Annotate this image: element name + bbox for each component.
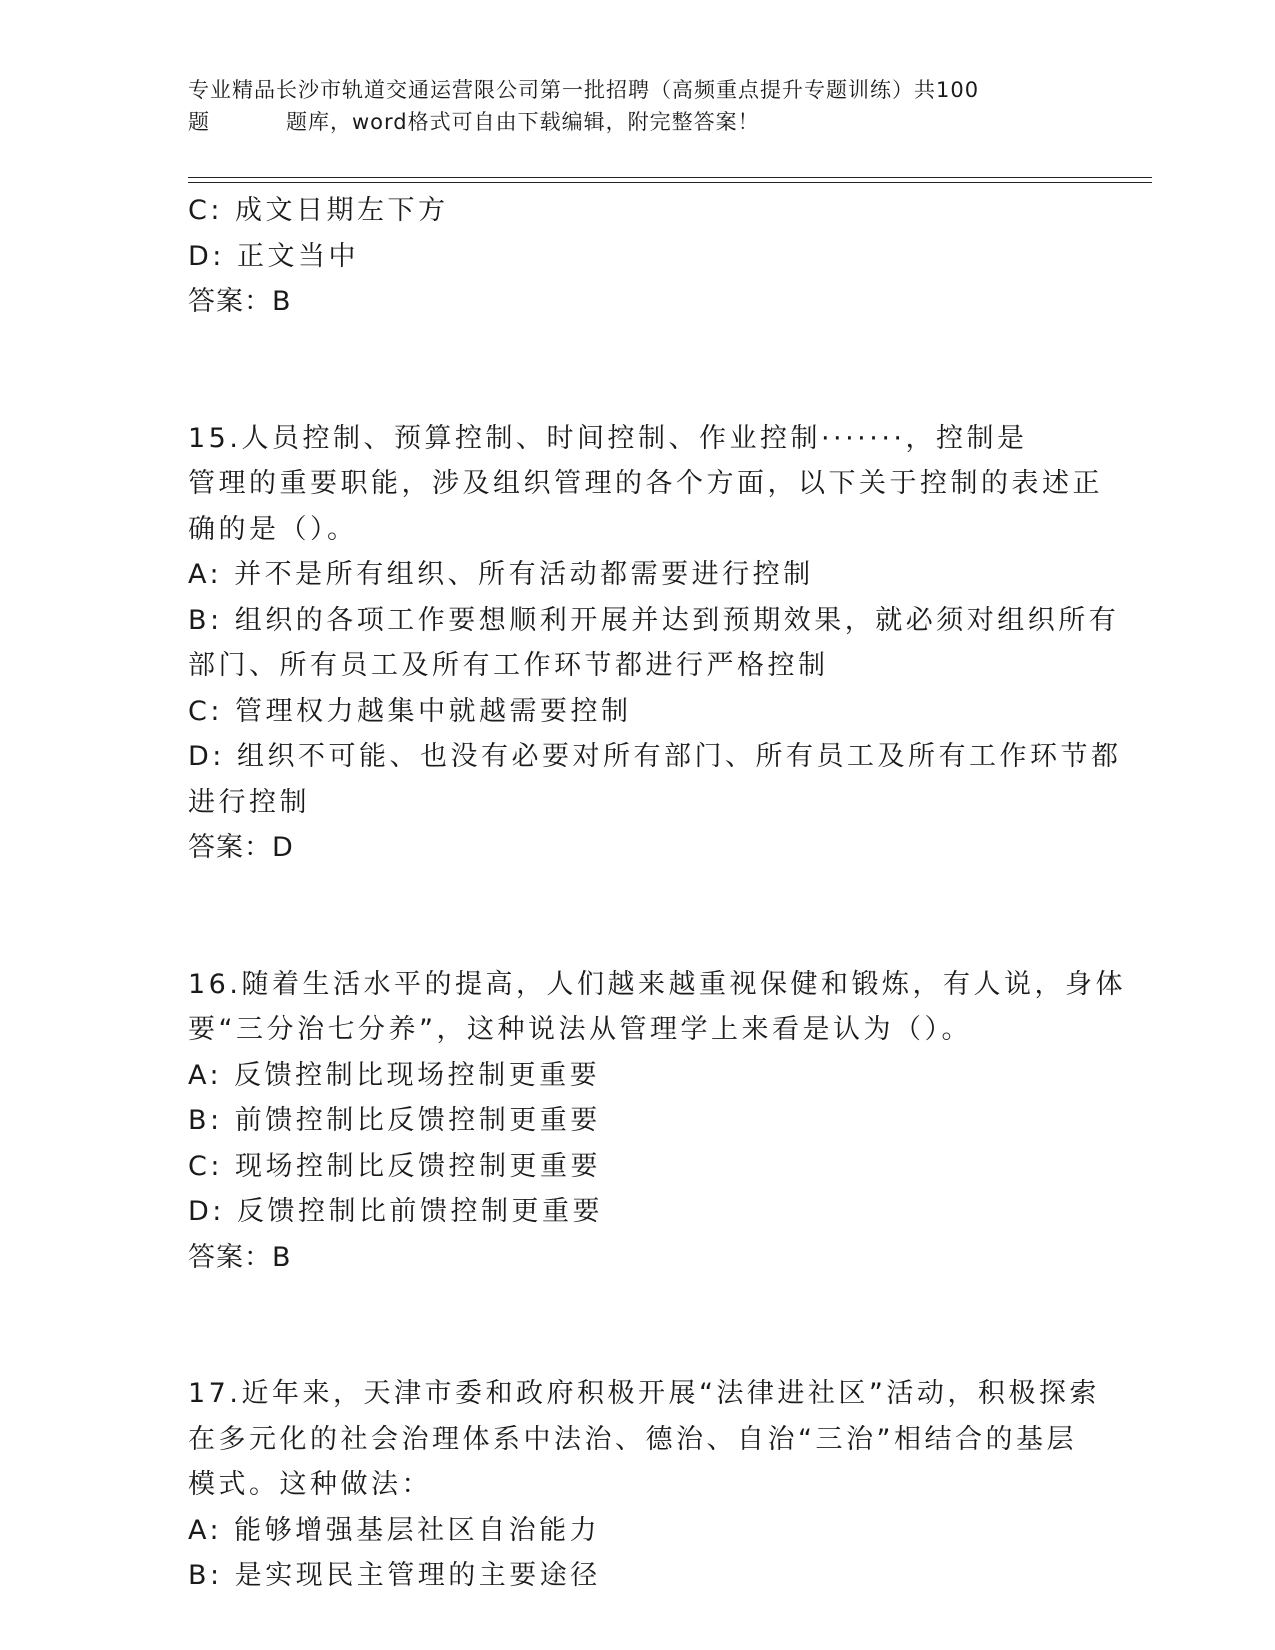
q15-option-a: A: 并不是所有组织、所有活动都需要进行控制 <box>188 559 814 590</box>
q17-stem-line-1: 17.近年来，天津市委和政府积极开展“法律进社区”活动，积极探索 <box>188 1378 1100 1409</box>
question-14 <box>188 188 1078 325</box>
question-17 <box>188 1371 1100 1599</box>
q15-stem-line-2: 管理的重要职能，涉及组织管理的各个方面，以下关于控制的表述正 <box>188 468 1103 499</box>
q14-option-d: D: 正文当中 <box>188 240 359 272</box>
q16-option-d: D: 反馈控制比前馈控制更重要 <box>188 1196 603 1227</box>
q17-stem-line-2: 在多元化的社会治理体系中法治、德治、自治“三治”相结合的基层 <box>188 1423 1077 1455</box>
header-title-line-2-tail: 题库，word格式可自由下载编辑，附完整答案！ <box>286 110 760 134</box>
q17-option-a: A: 能够增强基层社区自治能力 <box>188 1514 601 1546</box>
q17-option-b: B: 是实现民主管理的主要途径 <box>188 1560 601 1591</box>
header-title-line-2 <box>188 106 1088 138</box>
question-15 <box>188 416 1122 871</box>
question-spacer <box>188 1280 1078 1371</box>
q15-stem-line-1: 15.人员控制、预算控制、时间控制、作业控制·······，控制是 <box>188 422 1028 454</box>
q16-option-a: A: 反馈控制比现场控制更重要 <box>188 1059 601 1091</box>
q15-option-d-line-1: D: 组织不可能、也没有必要对所有部门、所有员工及所有工作环节都 <box>188 741 1122 772</box>
q16-answer: 答案：B <box>188 1241 292 1273</box>
q16-stem-line-1: 16.随着生活水平的提高，人们越来越重视保健和锻炼，有人说，身体 <box>188 968 1126 1000</box>
document-header <box>188 74 1088 138</box>
q16-stem-line-2: 要“三分治七分养”，这种说法从管理学上来看是认为（）。 <box>188 1014 972 1045</box>
q15-option-b-line-2: 部门、所有员工及所有工作环节都进行严格控制 <box>188 650 829 681</box>
question-spacer <box>188 871 1078 962</box>
q14-option-c: C: 成文日期左下方 <box>188 195 449 226</box>
question-16 <box>188 962 1126 1281</box>
q15-option-d-line-2: 进行控制 <box>188 786 310 818</box>
question-spacer <box>188 325 1078 416</box>
header-title-line-2-head: 题 <box>188 110 210 134</box>
q17-stem-line-3: 模式。这种做法： <box>188 1469 432 1500</box>
q16-option-b: B: 前馈控制比反馈控制更重要 <box>188 1105 601 1136</box>
header-divider-bottom <box>188 182 1152 183</box>
q15-stem-line-3: 确的是（）。 <box>188 513 358 545</box>
question-content <box>188 188 1126 1599</box>
header-title-line-1: 专业精品长沙市轨道交通运营限公司第一批招聘（高频重点提升专题训练）共100 <box>188 78 980 102</box>
q15-option-b-line-1: B: 组织的各项工作要想顺利开展并达到预期效果，就必须对组织所有 <box>188 604 1120 636</box>
q15-option-c: C: 管理权力越集中就越需要控制 <box>188 695 632 727</box>
q15-answer: 答案：D <box>188 832 294 863</box>
q16-option-c: C: 现场控制比反馈控制更重要 <box>188 1150 602 1182</box>
header-divider-top <box>188 177 1152 178</box>
q14-answer: 答案：B <box>188 286 292 317</box>
